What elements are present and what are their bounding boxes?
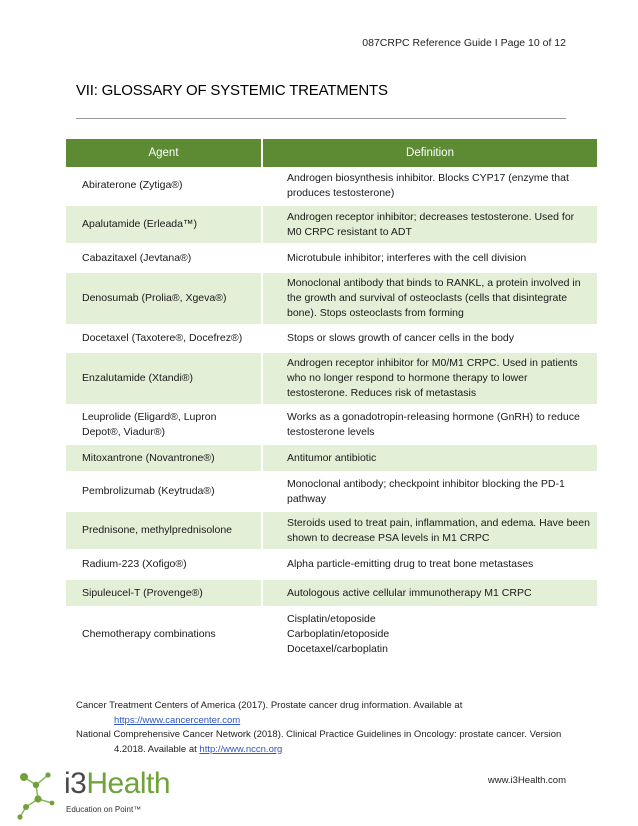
i3health-logo (14, 763, 184, 821)
glossary-table (66, 139, 597, 662)
agent-cell: Prednisone, methylprednisolone (66, 511, 262, 550)
definition-cell: Androgen biosynthesis inhibitor. Blocks CYP17 (enzyme that produces testosterone) (262, 167, 597, 205)
footer-url: www.i3Health.com (487, 775, 566, 786)
definition-cell: Monoclonal antibody that binds to RANKL, a protein involved in the growth and survival of osteoclasts (cells that disintegrate bone). Stops osteoclasts from forming (262, 272, 597, 325)
agent-cell: Abiraterone (Zytiga®) (66, 167, 262, 205)
definition-cell: Steroids used to treat pain, inflammation, and edema. Have been shown to decrease PSA levels in M1 CRPC (262, 511, 597, 550)
table-row (66, 325, 597, 352)
table-row (66, 444, 597, 472)
references (76, 699, 576, 757)
definition-line: Carboplatin/etoposide (287, 627, 390, 640)
table-header-row (66, 139, 597, 167)
table-row (66, 405, 597, 444)
definition-cell: Works as a gonadotropin-releasing hormone (GnRH) to reduce testosterone levels (262, 405, 597, 444)
section-title: VII: GLOSSARY OF SYSTEMIC TREATMENTS (76, 82, 388, 99)
definition-cell: Autologous active cellular immunotherapy M1 CRPC (262, 579, 597, 607)
agent-cell: Sipuleucel-T (Provenge®) (66, 579, 262, 607)
definition-column-header: Definition (262, 139, 597, 167)
reference-link-nccn[interactable]: http://www.nccn.org (199, 743, 283, 755)
agent-cell: Enzalutamide (Xtandi®) (66, 352, 262, 405)
reference-text: 4.2018. Available at (114, 743, 200, 755)
agent-cell: Cabazitaxel (Jevtana®) (66, 244, 262, 272)
agent-cell: Leuprolide (Eligard®, Lupron Depot®, Viadur®) (66, 405, 262, 444)
definition-cell: Antitumor antibiotic (262, 444, 597, 472)
agent-cell: Docetaxel (Taxotere®, Docefrez®) (66, 325, 262, 352)
reference-text: National Comprehensive Cancer Network (2018). Clinical Practice Guidelines in Oncology: prostate cancer. Version (76, 729, 562, 740)
definition-cell (262, 607, 597, 661)
agent-cell: Mitoxantrone (Novantrone®) (66, 444, 262, 472)
definition-cell: Monoclonal antibody; checkpoint inhibitor blocking the PD-1 pathway (262, 472, 597, 511)
definition-line: Docetaxel/carboplatin (287, 642, 388, 655)
agent-cell: Chemotherapy combinations (66, 607, 262, 661)
table-row (66, 511, 597, 550)
agent-column-header: Agent (66, 139, 262, 167)
agent-cell: Apalutamide (Erleada™) (66, 205, 262, 244)
definition-line: Cisplatin/etoposide (287, 612, 376, 625)
table-row (66, 352, 597, 405)
table-row (66, 272, 597, 325)
definition-cell: Androgen receptor inhibitor for M0/M1 CRPC. Used in patients who no longer respond to hormone therapy to lower testosterone. Reduces risk of metastasis (262, 352, 597, 405)
reference-text: Cancer Treatment Centers of America (2017). Prostate cancer drug information. Available at (76, 700, 463, 711)
reference-link-cancercenter[interactable]: https://www.cancercenter.com (114, 714, 241, 726)
agent-cell: Radium-223 (Xofigo®) (66, 550, 262, 579)
definition-cell: Alpha particle-emitting drug to treat bone metastases (262, 550, 597, 579)
table-row (66, 579, 597, 607)
logo-wordmark: i3Health (64, 767, 171, 800)
table-row (66, 550, 597, 579)
definition-cell: Stops or slows growth of cancer cells in the body (262, 325, 597, 352)
agent-cell: Pembrolizumab (Keytruda®) (66, 472, 262, 511)
agent-cell: Denosumab (Prolia®, Xgeva®) (66, 272, 262, 325)
page-header: 087CRPC Reference Guide I Page 10 of 12 (362, 37, 566, 49)
table-row (66, 167, 597, 205)
table-row (66, 205, 597, 244)
table-row (66, 607, 597, 661)
logo-tagline: Education on Point™ (66, 805, 142, 814)
table-row (66, 244, 597, 272)
section-divider (76, 118, 566, 119)
table-row (66, 472, 597, 511)
definition-cell: Androgen receptor inhibitor; decreases testosterone. Used for M0 CRPC resistant to ADT (262, 205, 597, 244)
molecule-icon (14, 763, 68, 821)
definition-cell: Microtubule inhibitor; interferes with the cell division (262, 244, 597, 272)
